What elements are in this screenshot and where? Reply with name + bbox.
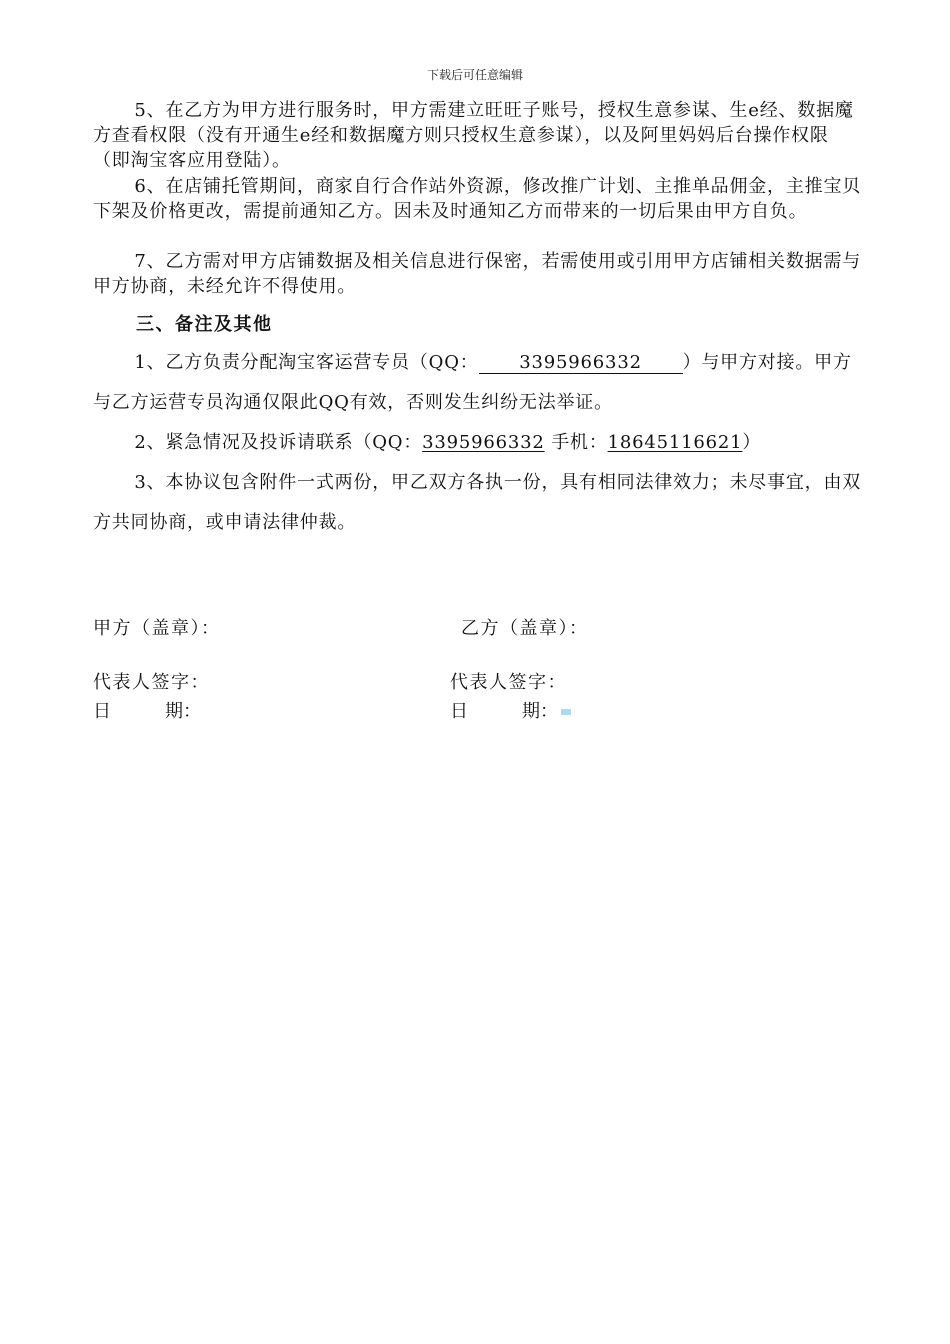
paragraph-6: 6、在店铺托管期间，商家自行合作站外资源，修改推广计划、主推单品佣金，主推宝贝下架及价格更改，需提前通知乙方。因未及时通知乙方而带来的一切后果由甲方自负。 (93, 176, 862, 222)
party-b-seal-label: 乙方（盖章）： (461, 618, 589, 639)
party-a-seal-label: 甲方（盖章）： (93, 618, 221, 639)
selection-marker (561, 709, 571, 715)
remarks-item-2 (93, 423, 863, 463)
paragraph-7: 7、乙方需对甲方店铺数据及相关信息进行保密，若需使用或引用甲方店铺相关数据需与甲方协商，未经允许不得使用。 (93, 251, 862, 297)
party-b-representative-label: 代表人签字： (450, 672, 567, 693)
header-note: 下载后可任意编辑 (426, 68, 523, 82)
remarks-item-2-prefix: 2、紧急情况及投诉请联系（QQ： (134, 432, 423, 453)
remarks-item-1 (93, 343, 863, 423)
party-b-date-label (450, 697, 571, 723)
party-a-date-char-1: 日 (93, 701, 111, 722)
party-a-date-label (93, 697, 201, 723)
party-b-date-char-2: 期： (522, 701, 558, 722)
party-b-date-char-1: 日 (450, 701, 468, 722)
section-heading-remarks: 三、备注及其他 (136, 314, 273, 335)
party-a-date-char-2: 期： (165, 701, 201, 722)
remarks-item-2-phone-label: 手机： (551, 432, 608, 453)
complaint-qq-number: 3395966332 (422, 432, 545, 453)
complaint-phone-number: 18645116621 (607, 432, 743, 453)
remarks-item-3: 3、本协议包含附件一式两份，甲乙双方各执一份，具有相同法律效力；未尽事宜，由双方共同协商，或申请法律仲裁。 (93, 472, 862, 533)
operator-qq-number: 3395966332 (479, 353, 683, 374)
party-a-representative-label: 代表人签字： (93, 672, 210, 693)
remarks-item-2-suffix: ） (742, 432, 762, 453)
remarks-item-1-prefix: 1、乙方负责分配淘宝客运营专员（QQ： (134, 352, 479, 373)
paragraph-5: 5、在乙方为甲方进行服务时，甲方需建立旺旺子账号，授权生意参谋、生e经、数据魔方查看权限（没有开通生e经和数据魔方则只授权生意参谋），以及阿里妈妈后台操作权限（即淘宝客应用登陆）。 (93, 100, 854, 171)
remarks-item-1-suffix: ）与甲方对接。甲方与乙方运营专员沟通仅限此QQ有效，否则发生纠纷无法举证。 (93, 352, 852, 413)
